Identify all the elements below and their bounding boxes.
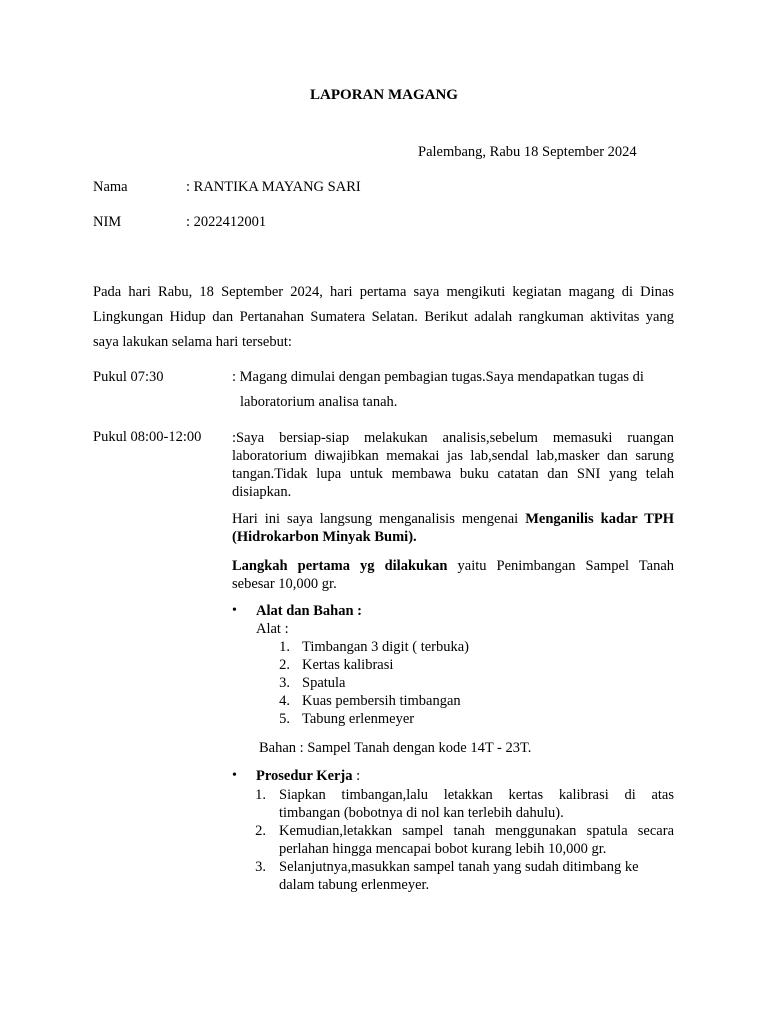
tool-item: Kertas kalibrasi [302,657,394,673]
intro-paragraph: Pada hari Rabu, 18 September 2024, hari pertama saya mengikuti kegiatan magang di Dinas Lingkungan Hidup dan Pertanahan Sumatera Selatan. Berikut adalah rangkuman aktivitas yang saya lakukan selama hari tersebut: [93,284,674,350]
nim-value: : 2022412001 [186,214,267,230]
tool-number: 1. [279,639,290,655]
tools-heading: Alat dan Bahan : [256,603,362,619]
step-number: 2. [255,823,266,839]
tool-number: 5. [279,711,290,727]
step-line: Kemudian,letakkan sampel tanah menggunakan spatula secara [279,823,674,839]
analysis-topic: Menganilis kadar TPH (Hidrokarbon Minyak Bumi). [232,511,675,545]
document-title: LAPORAN MAGANG [310,87,458,103]
analysis-paragraph [232,510,674,546]
place-date: Palembang, Rabu 18 September 2024 [418,144,637,160]
first-step-paragraph [232,557,674,593]
bullet-icon: • [232,768,237,783]
procedure-heading [256,768,360,785]
schedule-time: Pukul 07:30 [93,369,164,385]
tool-number: 2. [279,657,290,673]
schedule-time: Pukul 08:00-12:00 [93,429,202,445]
tool-item: Tabung erlenmeyer [302,711,415,727]
bullet-icon: • [232,603,237,618]
first-step-label: Langkah pertama yg dilakukan [232,558,448,574]
tool-item: Timbangan 3 digit ( terbuka) [302,639,469,655]
tool-number: 4. [279,693,290,709]
tool-item: Spatula [302,675,346,691]
tool-item: Kuas pembersih timbangan [302,693,461,709]
analysis-lead: Hari ini saya langsung menganalisis mengenai [232,511,526,527]
step-number: 1. [255,787,266,803]
step-line: Selanjutnya,masukkan sampel tanah yang sudah ditimbang ke [279,859,639,875]
step-line: perlahan hingga mencapai bobot kurang lebih 10,000 gr. [279,841,607,857]
schedule-text: :Saya bersiap-siap melakukan analisis,sebelum memasuki ruangan laboratorium diwajibkan memakai jas lab,sendal lab,masker dan sarung tangan.Tidak lupa untuk membawa buku catatan dan SNI yang telah disiapkan. [232,430,674,500]
materials-line: Bahan : Sampel Tanah dengan kode 14T - 23T. [259,740,532,756]
step-line: dalam tabung erlenmeyer. [279,877,430,893]
step-line: Siapkan timbangan,lalu letakkan kertas kalibrasi di atas [279,787,674,803]
step-number: 3. [255,859,266,875]
procedure-heading-text: Prosedur Kerja [256,768,353,784]
schedule-text-line: : Magang dimulai dengan pembagian tugas.Saya mendapatkan tugas di [232,369,644,385]
tool-number: 3. [279,675,290,691]
name-label: Nama [93,179,128,195]
nim-label: NIM [93,214,122,230]
first-step-text: yaitu Penimbangan Sampel Tanah sebesar 10,000 gr. [232,558,674,592]
step-line: timbangan (bobotnya di nol kan terlebih dahulu). [279,805,564,821]
schedule-text-line: laboratorium analisa tanah. [240,394,398,410]
name-value: : RANTIKA MAYANG SARI [186,179,361,195]
tools-label: Alat : [256,621,289,637]
procedure-heading-colon: : [352,768,361,784]
